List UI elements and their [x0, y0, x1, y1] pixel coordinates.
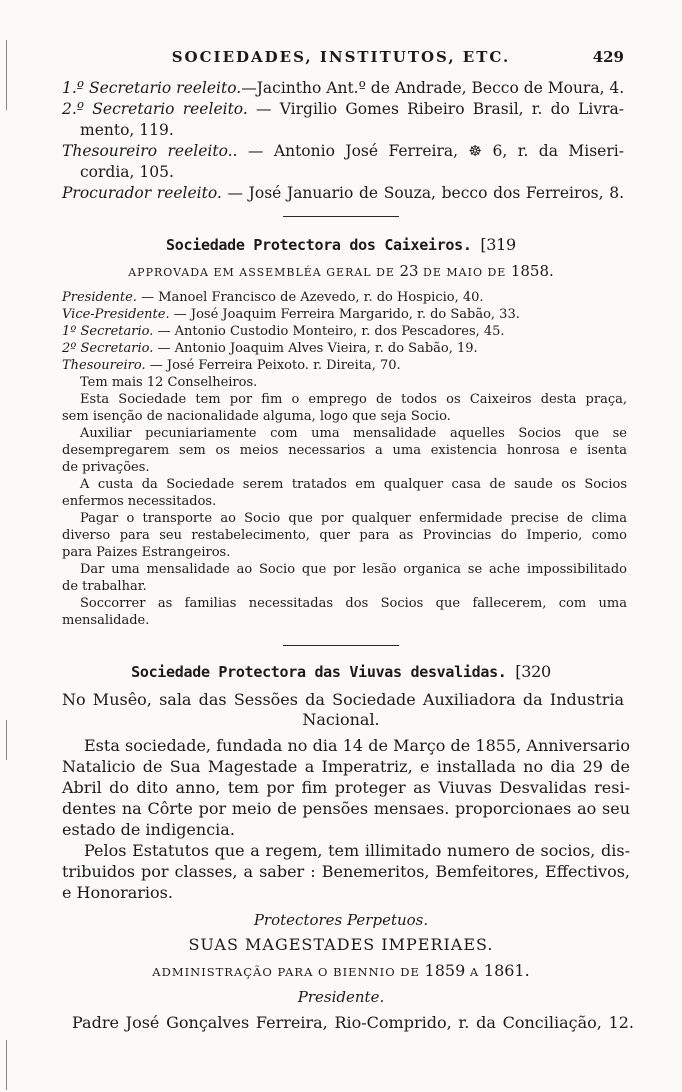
administration-line: ADMINISTRAÇÃO PARA O BIENNIO DE 1859 A 1861. [152, 961, 530, 980]
body-line: para Paizes Estrangeiros. [62, 545, 231, 560]
approval-line: APPROVADA EM ASSEMBLÉA GERAL DE 23 DE MAIO DE 1858. [128, 262, 554, 280]
header-title: SOCIEDADES, INSTITUTOS, ETC. [171, 48, 511, 66]
officer-line: 1.º Secretario reeleito.—Jacintho Ant.º de Andrade, Becco de Moura, 4. [62, 79, 625, 97]
officer-line: Presidente. — Manoel Francisco de Azevedo, r. do Hospicio, 40. [62, 290, 484, 305]
body-line: Auxiliar pecuniariamente com uma mensalidade aquelles Socios que se [80, 426, 627, 441]
protectors-label: Protectores Perpetuos. [253, 911, 429, 929]
body-line: dentes na Côrte por meio de pensões mensaes. proporcionaes ao seu [62, 799, 630, 818]
officer-line: 2.º Secretario reeleito. — Virgilio Gomes Ribeiro Brasil, r. do Livra- [62, 100, 624, 118]
body-line: e Honorarios. [62, 883, 173, 902]
location-line: Nacional. [302, 710, 380, 729]
location-line: No Musêo, sala das Sessões da Sociedade Auxiliadora da Industria [62, 690, 624, 709]
body-line: Esta sociedade, fundada no dia 14 de Março de 1855, Anniversario [84, 736, 630, 755]
body-line: Esta Sociedade tem por fim o emprego de todos os Caixeiros desta praça, [80, 392, 627, 407]
body-line: Abril do dito anno, tem por fim proteger as Viuvas Desvalidas resi- [62, 778, 630, 797]
running-header [0, 48, 682, 70]
body-line: mensalidade. [62, 613, 150, 628]
body-line: Pelos Estatutos que a regem, tem illimitado numero de socios, dis- [84, 841, 630, 860]
body-line: Dar uma mensalidade ao Socio que por lesão organica se ache impossibilitado [80, 562, 627, 577]
page-number: 429 [592, 48, 624, 66]
body-line: tribuidos por classes, a saber : Benemeritos, Bemfeitores, Effectivos, [62, 862, 630, 881]
gutter-mark [6, 1040, 7, 1090]
officer-line: Procurador reeleito. — José Januario de Souza, becco dos Ferreiros, 8. [62, 184, 624, 202]
body-line: de trabalhar. [62, 579, 147, 594]
body-line: Soccorrer as familias necessitadas dos Socios que fallecerem, com uma [80, 596, 627, 611]
body-line: estado de indigencia. [62, 820, 235, 839]
body-line: Pagar o transporte ao Socio que por qualquer enfermidade precise de clima [80, 511, 627, 526]
officer-line-cont: mento, 119. [80, 121, 174, 139]
protectors-names: SUAS MAGESTADES IMPERIAES. [188, 935, 494, 954]
body-line: sem isenção de nacionalidade alguma, logo que seja Socio. [62, 409, 451, 424]
body-line: enfermos necessitados. [62, 494, 217, 509]
body-line: Natalicio de Sua Magestade a Imperatriz, e installada no dia 29 de [62, 757, 630, 776]
section-title: Sociedade Protectora das Viuvas desvalidas. [320 [131, 662, 551, 681]
body-line: diverso para seu restabelecimento, quer para as Provincias do Imperio, como [62, 528, 627, 543]
president-line: Padre José Gonçalves Ferreira, Rio-Comprido, r. da Conciliação, 12. [72, 1013, 634, 1032]
section-divider [283, 645, 399, 646]
body-line: de privações. [62, 460, 150, 475]
body-line: A custa da Sociedade serem tratados em qualquer casa de saude os Socios [80, 477, 627, 492]
officer-line-cont: cordia, 105. [80, 163, 174, 181]
president-label: Presidente. [297, 988, 385, 1006]
officer-line: 1º Secretario. — Antonio Custodio Monteiro, r. dos Pescadores, 45. [62, 324, 505, 339]
section-title: Sociedade Protectora dos Caixeiros. [319 [166, 235, 516, 254]
section-divider [283, 216, 399, 217]
officer-line: 2º Secretario. — Antonio Joaquim Alves Vieira, r. do Sabão, 19. [62, 341, 478, 356]
officer-line: Vice-Presidente. — José Joaquim Ferreira Margarido, r. do Sabão, 33. [62, 307, 520, 322]
order-insignia-icon: ☸ [468, 142, 482, 160]
officer-line: Thesoureiro reeleito.. — Antonio José Ferreira, ☸ 6, r. da Miseri- [62, 142, 624, 160]
officer-line: Thesoureiro. — José Ferreira Peixoto. r. Direita, 70. [62, 358, 401, 373]
body-line: desempregarem sem os meios necessarios a uma existencia honrosa e isenta [62, 443, 627, 458]
body-line: Tem mais 12 Conselheiros. [80, 375, 258, 390]
